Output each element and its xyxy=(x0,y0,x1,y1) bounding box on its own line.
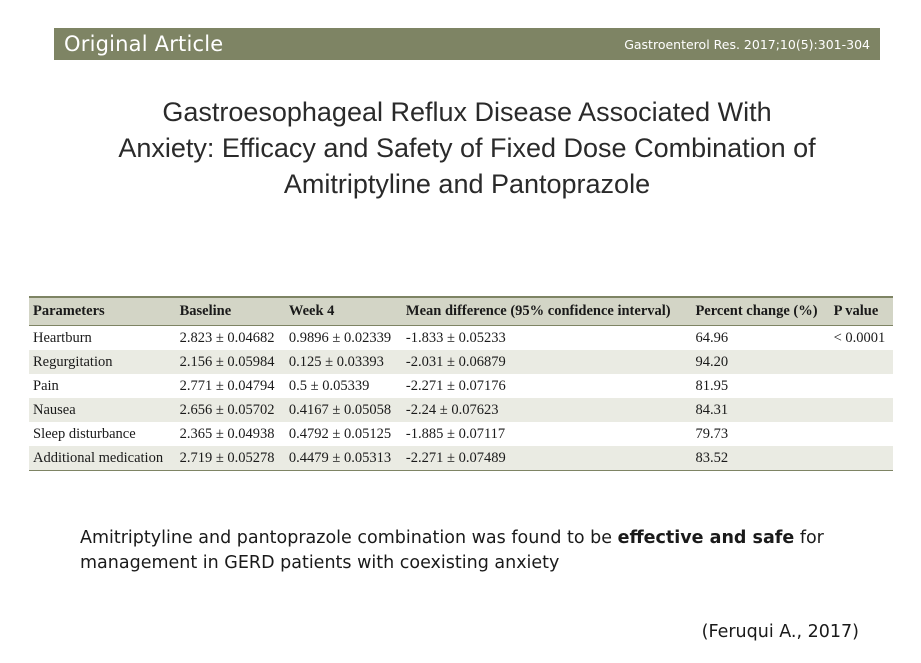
cell-week4: 0.125 ± 0.03393 xyxy=(285,350,402,374)
cell-week4: 0.4792 ± 0.05125 xyxy=(288,425,392,442)
cell-parameter: Pain xyxy=(33,377,59,394)
cell-percent-change: 83.52 xyxy=(691,446,829,471)
cell-parameter: Additional medication xyxy=(29,446,176,471)
cell-mean-difference: -1.833 ± 0.05233 xyxy=(405,329,506,346)
cell-baseline: 2.823 ± 0.04682 xyxy=(179,329,275,346)
summary-emphasis: effective and safe xyxy=(617,528,795,548)
cell-percent-change: 81.95 xyxy=(695,377,729,394)
reference-citation: (Feruqui A., 2017) xyxy=(701,622,859,642)
cell-week4: 0.4167 ± 0.05058 xyxy=(285,398,402,422)
summary-suffix: for management in GERD patients with coexisting anxiety xyxy=(80,528,824,573)
cell-percent-change: 94.20 xyxy=(691,350,829,374)
results-table xyxy=(29,296,893,471)
cell-baseline: 2.656 ± 0.05702 xyxy=(176,398,285,422)
cell-p-value xyxy=(830,350,893,374)
cell-p-value xyxy=(830,446,893,471)
table-row xyxy=(29,374,893,398)
cell-mean-difference: -2.271 ± 0.07489 xyxy=(402,446,692,471)
col-header-percent-change: Percent change (%) xyxy=(691,297,829,326)
cell-baseline: 2.719 ± 0.05278 xyxy=(176,446,285,471)
cell-baseline: 2.771 ± 0.04794 xyxy=(179,377,275,394)
cell-percent-change: 84.31 xyxy=(691,398,829,422)
cell-parameter: Sleep disturbance xyxy=(33,425,136,442)
col-header-week4: Week 4 xyxy=(285,297,402,326)
col-header-baseline: Baseline xyxy=(176,297,285,326)
cell-mean-difference: -2.271 ± 0.07176 xyxy=(405,377,506,394)
cell-p-value xyxy=(830,398,893,422)
table-row xyxy=(29,398,893,422)
article-banner xyxy=(54,28,880,60)
table-row xyxy=(29,422,893,446)
table-row xyxy=(29,326,893,351)
article-type-label: Original Article xyxy=(64,32,224,56)
table-row xyxy=(29,350,893,374)
cell-percent-change: 79.73 xyxy=(695,425,729,442)
table-row xyxy=(29,446,893,471)
table-header-row xyxy=(29,297,893,326)
summary-text xyxy=(80,526,880,576)
cell-mean-difference: -1.885 ± 0.07117 xyxy=(405,425,506,442)
cell-week4: 0.9896 ± 0.02339 xyxy=(288,329,392,346)
summary-prefix: Amitriptyline and pantoprazole combination was found to be xyxy=(80,528,618,548)
cell-percent-change: 64.96 xyxy=(695,329,729,346)
cell-parameter: Nausea xyxy=(29,398,176,422)
col-header-p-value: P value xyxy=(830,297,893,326)
cell-baseline: 2.365 ± 0.04938 xyxy=(179,425,275,442)
title-line: Amitriptyline and Pantoprazole xyxy=(283,169,651,199)
title-line: Gastroesophageal Reflux Disease Associated With xyxy=(162,97,772,127)
cell-baseline: 2.156 ± 0.05984 xyxy=(176,350,285,374)
cell-p-value xyxy=(830,422,893,446)
cell-p-value: < 0.0001 xyxy=(833,329,886,346)
cell-week4: 0.4479 ± 0.05313 xyxy=(285,446,402,471)
journal-citation: Gastroenterol Res. 2017;10(5):301-304 xyxy=(624,36,870,52)
article-title xyxy=(60,94,874,202)
cell-week4: 0.5 ± 0.05339 xyxy=(288,377,370,394)
cell-p-value xyxy=(830,374,893,398)
cell-parameter: Heartburn xyxy=(33,329,92,346)
cell-mean-difference: -2.031 ± 0.06879 xyxy=(402,350,692,374)
col-header-mean-difference: Mean difference (95% confidence interval) xyxy=(402,297,692,326)
cell-parameter: Regurgitation xyxy=(29,350,176,374)
title-line: Anxiety: Efficacy and Safety of Fixed Dose Combination of xyxy=(118,133,816,163)
col-header-parameters: Parameters xyxy=(29,297,176,326)
cell-mean-difference: -2.24 ± 0.07623 xyxy=(402,398,692,422)
